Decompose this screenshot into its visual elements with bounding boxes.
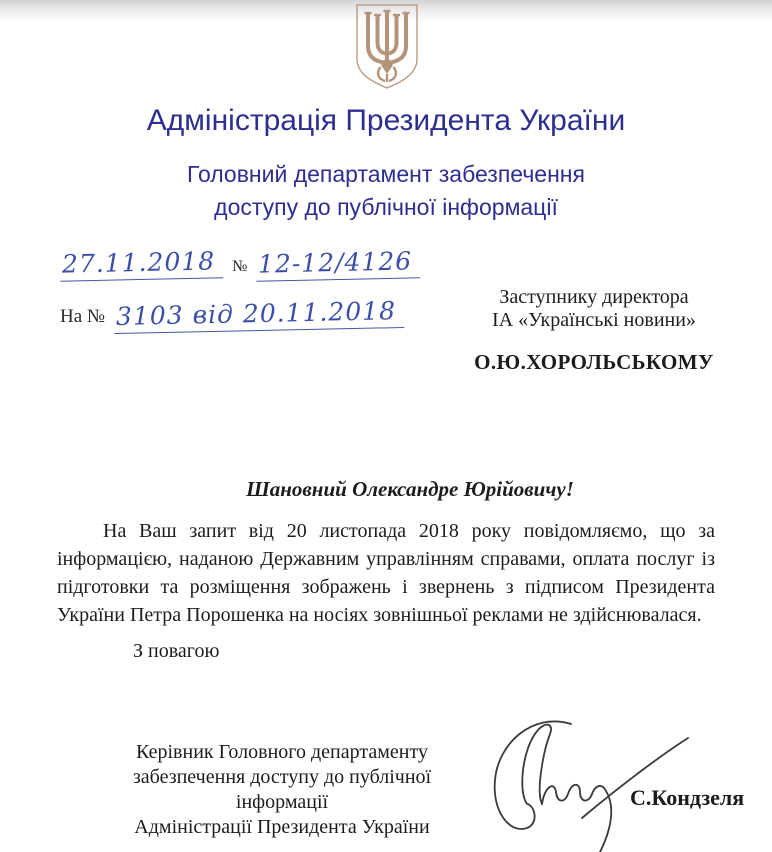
recipient-block <box>438 286 750 374</box>
ukraine-trident-emblem-icon <box>351 4 423 90</box>
letter-body: На Ваш запит від 20 листопада 2018 року повідомляємо, що за інформацією, наданою Державним управлінням справами, оплата послуг із підготовки та розміщення зображень і звернень з підписом Президента України Петра Порошенка на носіях зовнішньої реклами не здійснювалася. <box>57 520 715 626</box>
number-sign: № <box>232 258 248 275</box>
signer-title-line3: Адміністрації Президента України <box>134 816 430 838</box>
dept-title-line1: Головний департамент забезпечення <box>187 161 585 187</box>
incoming-reference-line <box>60 296 404 331</box>
outgoing-number-handwritten: 12-12/4126 <box>256 246 421 281</box>
dept-title-line2: доступу до публічної інформації <box>214 194 558 220</box>
incoming-number-prefix: На № <box>60 306 106 327</box>
incoming-number-handwritten: 3103 від 20.11.2018 <box>114 296 405 334</box>
outgoing-date-handwritten: 27.11.2018 <box>60 246 224 281</box>
signer-name: С.Кондзеля <box>630 785 745 810</box>
org-title: Адміністрація Президента України <box>146 104 626 137</box>
recipient-name: О.Ю.ХОРОЛЬСЬКОМУ <box>474 350 714 374</box>
outgoing-reference-line <box>60 248 421 280</box>
recipient-organization: ІА «Українські новини» <box>492 309 696 331</box>
recipient-position: Заступнику директора <box>499 286 689 308</box>
handwritten-signature-icon <box>470 700 720 852</box>
closing-valediction: З повагою <box>133 640 220 662</box>
signer-title-line1: Керівник Головного департаменту <box>136 741 428 763</box>
salutation: Шановний Олександре Юрійовичу! <box>246 477 574 501</box>
signer-title-block <box>88 740 476 840</box>
signer-title-line2: забезпечення доступу до публічної інформації <box>132 766 432 813</box>
